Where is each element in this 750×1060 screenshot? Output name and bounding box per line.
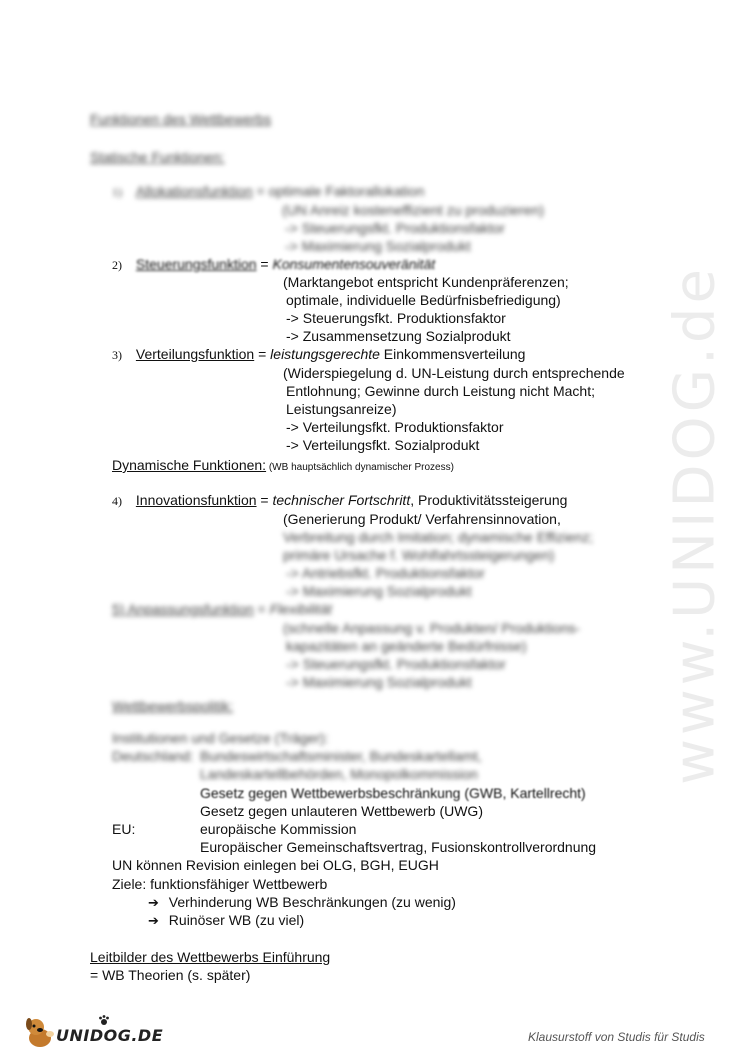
f5-line-1: (schnelle Anpassung v. Produkten/ Produktions- [283,620,581,636]
f1-number: 1) [112,185,122,199]
f2-def: Konsumentensouveränität [272,256,436,272]
f1-name: Allokationsfunktion [135,183,253,199]
f1-eq: = [256,183,265,199]
f4-eq: = [256,492,273,508]
policy-eu-2: Europäischer Gemeinschaftsvertrag, Fusionskontrollverordnung [200,839,597,855]
f2-line-4: -> Zusammensetzung Sozialprodukt [286,328,511,344]
f5-line-4: -> Maximierung Sozialprodukt [286,674,472,690]
f2-line-2: optimale, individuelle Bedürfnisbefriedigung) [286,292,561,308]
f1-line-1: (UN Anreiz kosteneffizient zu produzieren) [282,202,544,218]
f4-blur-1: Verbreitung durch Imitation; dynamische Effizienz; [283,529,594,545]
f5-line-3: -> Steuerungsfkt. Produktionsfaktor [286,656,506,672]
goal-2: Ruinöser WB (zu viel) [168,912,305,928]
f4-row [112,491,567,510]
page-title: Funktionen des Wettbewerbs [90,111,272,127]
f3-def-italic: leistungsgerechte [270,346,380,362]
f4-number: 4) [112,494,122,508]
footer-logo [20,1012,164,1052]
arrow-right-icon: ➔ [148,896,159,911]
policy-institutions: Institutionen und Gesetze (Träger): [112,730,329,746]
dynamic-note: (WB hauptsächlich dynamischer Prozess) [266,462,454,473]
f5-line-2: kapazitäten an geänderte Bedürfnisse) [286,638,527,654]
goal-1-row [148,893,456,913]
f4-def-rest: , Produktivitätssteigerung [410,492,568,508]
f2-name: Steuerungsfunktion [135,256,257,272]
f5-def: Flexibilität [269,601,332,617]
f3-name: Verteilungsfunktion [135,346,255,362]
f3-number: 3) [112,348,122,362]
logo-text: UNIDOG.DE [56,1026,164,1045]
policy-de-line-1: Bundeswirtschaftsminister, Bundeskartellamt, [200,748,482,764]
policy-heading: Wettbewerbspolitik: [112,698,234,714]
f4-blur-3: -> Antriebsfkt. Produktionsfaktor [286,565,485,581]
policy-revision: UN können Revision einlegen bei OLG, BGH, EUGH [112,857,439,873]
f2-row [112,255,435,274]
policy-de-label: Deutschland: [112,748,194,764]
watermark-text: www.UNIDOG.de [662,265,728,785]
watermark [620,265,750,785]
policy-goals: Ziele: funktionsfähiger Wettbewerb [112,876,328,892]
f4-blur-4: -> Maximierung Sozialprodukt [286,583,472,599]
dog-icon [20,1012,60,1052]
paw-icon [98,1014,110,1026]
f5-label: 5) Anpassungsfunktion [112,601,254,617]
f3-line-1: (Widerspiegelung d. UN-Leistung durch entsprechende [283,365,625,381]
goal-2-row [148,911,304,931]
policy-eu-1: europäische Kommission [200,821,357,837]
f5-row [112,600,332,618]
f2-line-1: (Marktangebot entspricht Kundenpräferenzen; [283,274,569,290]
f3-def-rest: Einkommensverteilung [379,346,526,362]
f2-number: 2) [112,258,122,272]
arrow-right-icon: ➔ [148,914,159,929]
f4-name: Innovationsfunktion [135,492,257,508]
leitbilder-heading: Leitbilder des Wettbewerbs Einführung [90,949,331,965]
f3-line-3: Leistungsanreize) [286,401,397,417]
f3-line-5: -> Verteilungsfkt. Sozialprodukt [286,437,480,453]
f3-line-4: -> Verteilungsfkt. Produktionsfaktor [286,419,504,435]
f1-def: optimale Faktorallokation [268,183,425,199]
f3-line-2: Entlohnung; Gewinne durch Leistung nicht Macht; [286,383,595,399]
policy-law-2: Gesetz gegen unlauteren Wettbewerb (UWG) [200,803,483,819]
policy-eu-label: EU: [112,821,136,837]
policy-law-1: Gesetz gegen Wettbewerbsbeschränkung (GWB, Kartellrecht) [200,785,586,801]
dynamic-heading: Dynamische Funktionen: [112,457,267,473]
f4-blur-2: primäre Ursache f. Wohlfahrtssteigerungen) [283,547,555,563]
leitbilder-line: = WB Theorien (s. später) [90,967,251,983]
goal-1: Verhinderung WB Beschränkungen (zu wenig) [168,894,456,910]
f2-line-3: -> Steuerungsfkt. Produktionsfaktor [286,310,506,326]
f4-line-1: (Generierung Produkt/ Verfahrensinnovation, [283,511,561,527]
f4-def-italic: technischer Fortschritt [272,492,411,508]
f5-eq: = [253,601,270,617]
f1-line-3: -> Maximierung Sozialprodukt [285,238,471,254]
footer-tagline: Klausurstoff von Studis für Studis [528,1030,705,1044]
f2-eq: = [260,256,269,272]
f1-row [112,182,424,201]
dynamic-heading-row [112,456,454,477]
f3-eq: = [258,346,267,362]
f1-line-2: -> Steuerungsfkt. Produktionsfaktor [285,220,505,236]
static-heading: Statische Funktionen: [90,149,225,165]
f3-row [112,345,525,364]
policy-de-line-2: Landeskartellbehörden, Monopolkommission [200,766,478,782]
